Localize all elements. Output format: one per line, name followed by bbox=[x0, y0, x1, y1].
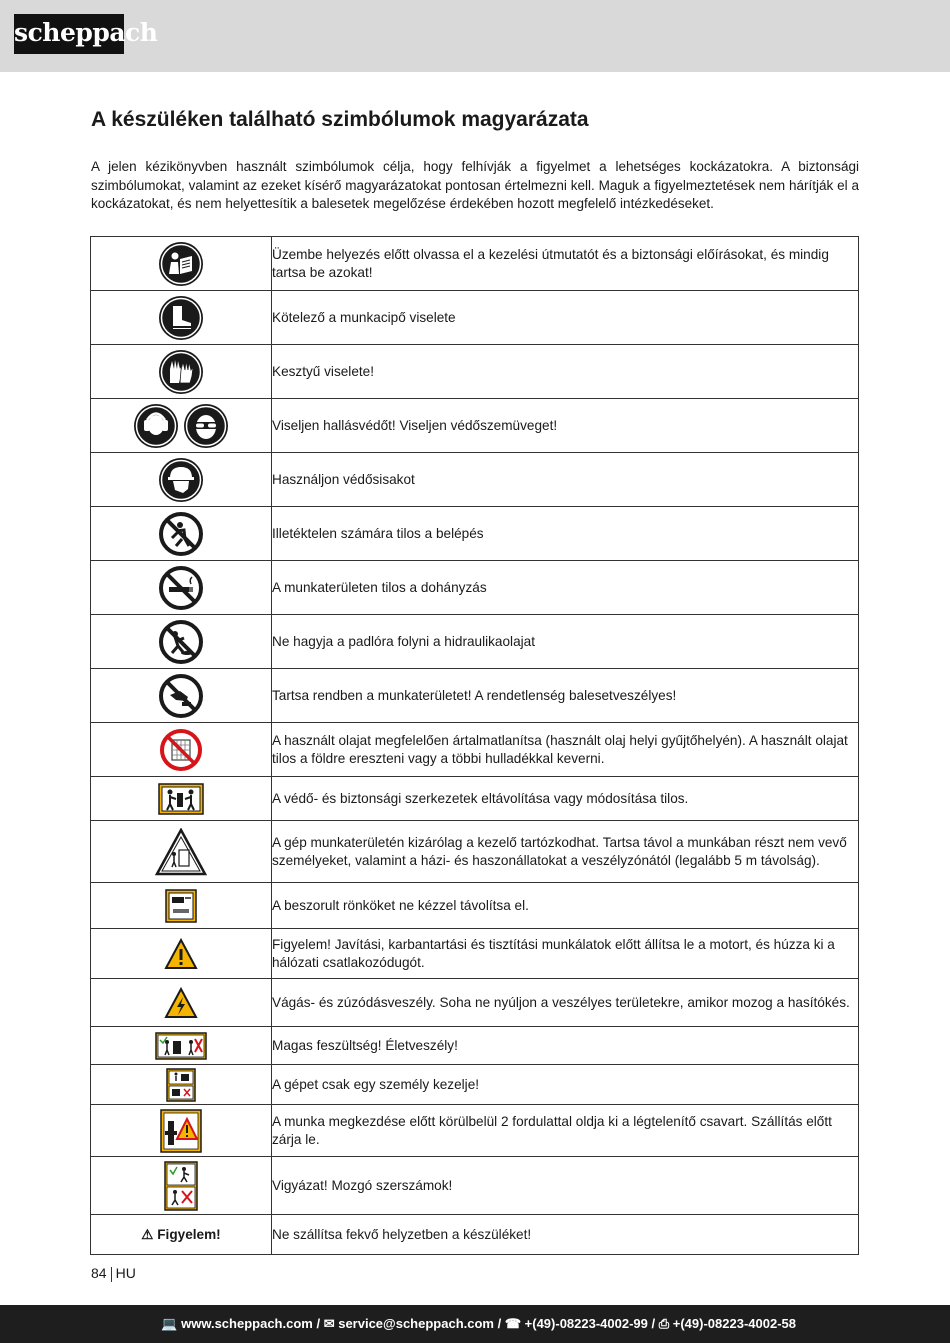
page-separator bbox=[111, 1267, 112, 1282]
email-icon: ✉ bbox=[323, 1316, 335, 1331]
guard-removal-icon bbox=[158, 783, 204, 815]
moving-tools-icon bbox=[164, 1161, 198, 1211]
no-waste-oil-icon bbox=[158, 727, 204, 773]
fax-number: +(49)-08223-4002-58 bbox=[672, 1316, 796, 1331]
row-text: A munkaterületen tilos a dohányzás bbox=[272, 561, 859, 615]
table-row bbox=[91, 1027, 859, 1065]
row-text: Ne hagyja a padlóra folyni a hidraulikaolajat bbox=[272, 615, 859, 669]
row-text: Tartsa rendben a munkaterületet! A rendetlenség balesetveszélyes! bbox=[272, 669, 859, 723]
table-row bbox=[91, 237, 859, 291]
table-row bbox=[91, 821, 859, 883]
icon-cell bbox=[91, 453, 272, 507]
icon-cell bbox=[91, 237, 272, 291]
table-row bbox=[91, 723, 859, 777]
safety-boots-icon bbox=[158, 295, 204, 341]
icon-cell bbox=[91, 777, 272, 821]
page-number bbox=[91, 1265, 136, 1282]
eye-protection-icon bbox=[183, 403, 229, 449]
icon-cell bbox=[91, 291, 272, 345]
icon-cell bbox=[91, 1065, 272, 1105]
gloves-icon bbox=[158, 349, 204, 395]
intro-paragraph: A jelen kézikönyvben használt szimbólumok célja, hogy felhívják a figyelmet a lehetséges kockázatokra. A biztonsági szimbólumokat, valamint az ezeket kísérő magyarázatokat pontosan értelmezni kell. Maguk a figyelmeztetések nem hárítják el a kockázatokat, és nem helyettesítik a balesetek megelőzése érdekében hozott megfelelő intézkedéseket. bbox=[91, 159, 859, 211]
table-row bbox=[91, 291, 859, 345]
email-link[interactable]: service@scheppach.com bbox=[338, 1316, 494, 1331]
scheppach-logo[interactable]: scheppach bbox=[14, 14, 124, 54]
icon-cell bbox=[91, 1105, 272, 1157]
phone-icon: ☎ bbox=[504, 1316, 522, 1331]
row-text: Ne szállítsa fekvő helyzetben a készüléket! bbox=[272, 1215, 859, 1255]
table-row bbox=[91, 615, 859, 669]
single-person-icon bbox=[166, 1068, 196, 1102]
table-row bbox=[91, 1157, 859, 1215]
icon-cell bbox=[91, 615, 272, 669]
keep-distance-icon bbox=[155, 828, 207, 876]
table-row bbox=[91, 929, 859, 979]
header-bar bbox=[0, 0, 950, 72]
icon-cell bbox=[91, 883, 272, 929]
icon-cell bbox=[91, 929, 272, 979]
computer-icon: 💻 bbox=[161, 1316, 178, 1331]
icon-cell bbox=[91, 821, 272, 883]
footer-contact bbox=[161, 1305, 796, 1343]
icon-cell bbox=[91, 1027, 272, 1065]
row-text: A védő- és biztonsági szerkezetek eltávolítása vagy módosítása tilos. bbox=[272, 777, 859, 821]
table-row bbox=[91, 669, 859, 723]
website-link[interactable]: www.scheppach.com bbox=[181, 1316, 313, 1331]
footer-separator: / bbox=[312, 1316, 324, 1331]
no-disorder-icon bbox=[158, 673, 204, 719]
row-text: Használjon védősisakot bbox=[272, 453, 859, 507]
symbols-table bbox=[90, 236, 859, 1255]
one-operator-icon bbox=[155, 1032, 207, 1060]
warning-label: ⚠ Figyelem! bbox=[91, 1215, 272, 1255]
helmet-icon bbox=[158, 457, 204, 503]
read-manual-icon bbox=[158, 241, 204, 287]
table-row bbox=[91, 399, 859, 453]
row-text: Viseljen hallásvédőt! Viseljen védőszemüveget! bbox=[272, 399, 859, 453]
no-entry-icon bbox=[158, 511, 204, 557]
high-voltage-icon bbox=[164, 987, 198, 1019]
icon-cell bbox=[91, 979, 272, 1027]
row-text: Vigyázat! Mozgó szerszámok! bbox=[272, 1157, 859, 1215]
icon-cell bbox=[91, 345, 272, 399]
row-text: Kesztyű viselete! bbox=[272, 345, 859, 399]
table-row bbox=[91, 345, 859, 399]
row-text: A beszorult rönköket ne kézzel távolítsa el. bbox=[272, 883, 859, 929]
jammed-log-icon bbox=[165, 889, 197, 923]
table-row bbox=[91, 979, 859, 1027]
footer-bar bbox=[0, 1305, 950, 1343]
row-text: Kötelező a munkacipő viselete bbox=[272, 291, 859, 345]
ear-protection-icon bbox=[133, 403, 179, 449]
no-oil-spill-icon bbox=[158, 619, 204, 665]
language-code: HU bbox=[115, 1265, 136, 1281]
icon-cell bbox=[91, 507, 272, 561]
table-row bbox=[91, 453, 859, 507]
row-text: Illetéktelen számára tilos a belépés bbox=[272, 507, 859, 561]
page-title: A készüléken található szimbólumok magyarázata bbox=[91, 108, 589, 131]
row-text: A munka megkezdése előtt körülbelül 2 fordulattal oldja ki a légtelenítő csavart. Szállítás előtt zárja le. bbox=[272, 1105, 859, 1157]
icon-cell bbox=[91, 399, 272, 453]
footer-separator: / bbox=[493, 1316, 505, 1331]
warning-triangle-icon bbox=[164, 938, 198, 970]
table-row bbox=[91, 1215, 859, 1255]
row-text: Magas feszültség! Életveszély! bbox=[272, 1027, 859, 1065]
row-text: Figyelem! Javítási, karbantartási és tisztítási munkálatok előtt állítsa le a motort, és húzza ki a hálózati csatlakozódugót. bbox=[272, 929, 859, 979]
row-text: Vágás- és zúzódásveszély. Soha ne nyúljon a veszélyes területekre, amikor mozog a hasítókés. bbox=[272, 979, 859, 1027]
bleed-screw-icon bbox=[160, 1109, 202, 1153]
page-number-value: 84 bbox=[91, 1265, 107, 1281]
table-row bbox=[91, 777, 859, 821]
phone-number[interactable]: +(49)-08223-4002-99 bbox=[524, 1316, 648, 1331]
row-text: A használt olajat megfelelően ártalmatlanítsa (használt olaj helyi gyűjtőhelyén). A használt olajat tilos a földre ereszteni vagy a többi hulladékkal keverni. bbox=[272, 723, 859, 777]
table-row bbox=[91, 507, 859, 561]
fax-icon: ⎙ bbox=[658, 1316, 670, 1331]
no-smoking-icon bbox=[158, 565, 204, 611]
row-text: Üzembe helyezés előtt olvassa el a kezelési útmutatót és a biztonsági előírásokat, és mindig tartsa be azokat! bbox=[272, 237, 859, 291]
icon-cell bbox=[91, 723, 272, 777]
footer-separator: / bbox=[647, 1316, 659, 1331]
table-row bbox=[91, 1065, 859, 1105]
row-text: A gépet csak egy személy kezelje! bbox=[272, 1065, 859, 1105]
table-row bbox=[91, 1105, 859, 1157]
icon-cell bbox=[91, 561, 272, 615]
table-row bbox=[91, 883, 859, 929]
icon-cell bbox=[91, 1157, 272, 1215]
table-row bbox=[91, 561, 859, 615]
row-text: A gép munkaterületén kizárólag a kezelő tartózkodhat. Tartsa távol a munkában részt nem vevő személyeket, valamint a házi- és haszonállatokat a veszélyzónától (legalább 5 m távolság). bbox=[272, 821, 859, 883]
icon-cell bbox=[91, 669, 272, 723]
